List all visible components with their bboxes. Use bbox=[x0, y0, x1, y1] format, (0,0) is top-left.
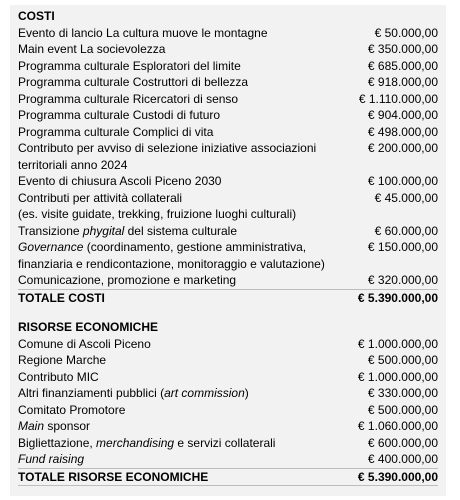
table-row bbox=[18, 58, 438, 75]
item-label-part: (es. visite guidate, trekking, fruizione luoghi culturali) bbox=[18, 207, 297, 221]
item-label bbox=[18, 352, 368, 369]
item-label bbox=[18, 140, 368, 173]
item-label-part: Comitato Promotore bbox=[18, 402, 126, 417]
item-amount: € 50.000,00 bbox=[374, 25, 438, 40]
totale-risorse-label: TOTALE RISORSE ECONOMICHE bbox=[18, 469, 209, 484]
item-label-part: merchandising bbox=[96, 435, 175, 450]
item-label bbox=[18, 25, 375, 42]
item-amount: € 330.000,00 bbox=[367, 386, 438, 400]
table-row bbox=[18, 352, 438, 369]
item-label bbox=[18, 451, 368, 468]
table-row bbox=[18, 418, 438, 435]
item-amount: € 45.000,00 bbox=[374, 190, 438, 205]
item-label-part: Evento di chiusura Ascoli Piceno 2030 bbox=[18, 174, 222, 188]
item-amount: € 60.000,00 bbox=[374, 223, 438, 238]
item-label-part: Contributo per avviso di selezione iniziative associazioni territoriali anno 2024 bbox=[18, 141, 317, 172]
item-label-part: Regione Marche bbox=[18, 353, 107, 367]
item-amount: € 1.110.000,00 bbox=[358, 91, 438, 106]
item-label-part: Evento di lancio La cultura muove le montagne bbox=[18, 25, 268, 40]
item-label-part: Fund raising bbox=[18, 452, 85, 466]
item-amount: € 904.000,00 bbox=[367, 108, 438, 122]
totale-costi-row bbox=[18, 289, 438, 307]
item-label bbox=[18, 418, 358, 435]
item-label-part: Bigliettazione, bbox=[18, 435, 97, 450]
item-amount: € 500.000,00 bbox=[367, 402, 438, 417]
item-label-part: Programma culturale Esploratori del limite bbox=[18, 58, 241, 73]
table-row bbox=[18, 41, 438, 58]
table-row bbox=[18, 140, 438, 173]
table-row bbox=[18, 25, 438, 42]
item-label bbox=[18, 272, 368, 289]
item-label bbox=[18, 107, 368, 124]
table-row bbox=[18, 124, 438, 141]
item-label-part: ) bbox=[244, 386, 249, 400]
item-amount: € 100.000,00 bbox=[367, 174, 438, 188]
table-row bbox=[18, 369, 438, 386]
item-label bbox=[18, 223, 375, 240]
table-row bbox=[18, 190, 438, 223]
item-amount: € 600.000,00 bbox=[367, 435, 438, 450]
item-amount: € 498.000,00 bbox=[367, 124, 438, 139]
budget-table bbox=[10, 5, 446, 496]
item-label-part: finanziaria e rendicontazione, monitoraggio e valutazione) bbox=[18, 256, 325, 271]
item-label-part: phygital bbox=[82, 223, 125, 238]
item-amount: € 918.000,00 bbox=[367, 75, 438, 89]
table-row bbox=[18, 223, 438, 240]
item-label-part: e servizi collaterali bbox=[174, 435, 276, 450]
table-row bbox=[18, 435, 438, 452]
item-label bbox=[18, 124, 368, 141]
table-row bbox=[18, 91, 438, 108]
item-label bbox=[18, 402, 368, 419]
table-row bbox=[18, 107, 438, 124]
item-label-part: art commission bbox=[164, 386, 245, 400]
item-amount: € 685.000,00 bbox=[367, 58, 438, 73]
item-amount: € 400.000,00 bbox=[367, 452, 438, 466]
item-label bbox=[18, 91, 359, 108]
item-label-part: (coordinamento, gestione amministrativa, bbox=[83, 240, 307, 254]
costi-heading: COSTI bbox=[18, 9, 55, 23]
item-label-part: Main bbox=[18, 419, 45, 433]
totale-risorse-row bbox=[18, 468, 438, 487]
table-row bbox=[18, 239, 438, 272]
item-amount: € 1.060.000,00 bbox=[357, 419, 438, 433]
totale-costi-value: € 5.390.000,00 bbox=[357, 290, 438, 305]
item-label-part: Programma culturale Custodi di futuro bbox=[18, 108, 221, 122]
item-label-part: Programma culturale Ricercatori di senso bbox=[18, 91, 239, 106]
item-label-part: Programma culturale Costruttori di bellezza bbox=[18, 75, 249, 89]
item-label-part: Contributo MIC bbox=[18, 369, 99, 384]
item-label bbox=[18, 239, 368, 272]
item-amount: € 320.000,00 bbox=[367, 273, 438, 287]
table-row bbox=[18, 385, 438, 402]
risorse-heading: RISORSE ECONOMICHE bbox=[18, 320, 159, 334]
item-label bbox=[18, 58, 368, 75]
item-label-part: Comune di Ascoli Piceno bbox=[18, 336, 151, 351]
item-label bbox=[18, 336, 358, 353]
item-label-part: Programma culturale Complici di vita bbox=[18, 124, 214, 139]
item-amount: € 150.000,00 bbox=[367, 240, 438, 254]
item-label bbox=[18, 369, 358, 386]
item-label bbox=[18, 41, 368, 58]
item-amount: € 1.000.000,00 bbox=[357, 336, 438, 351]
item-amount: € 200.000,00 bbox=[367, 141, 438, 155]
item-amount: € 500.000,00 bbox=[367, 353, 438, 367]
item-label-part: Governance bbox=[18, 240, 84, 254]
table-row bbox=[18, 272, 438, 289]
item-label-part: del sistema culturale bbox=[124, 223, 238, 238]
item-label-part: Comunicazione, promozione e marketing bbox=[18, 273, 237, 287]
item-label bbox=[18, 435, 368, 452]
item-amount: € 350.000,00 bbox=[367, 42, 438, 56]
item-label bbox=[18, 173, 368, 190]
section-spacer bbox=[18, 306, 438, 319]
table-row bbox=[18, 74, 438, 91]
totale-risorse-value: € 5.390.000,00 bbox=[357, 469, 438, 484]
item-amount: € 1.000.000,00 bbox=[357, 369, 438, 384]
item-label-part: Contributi per attività collaterali bbox=[18, 190, 183, 205]
item-label-part: sponsor bbox=[44, 419, 91, 433]
table-row bbox=[18, 402, 438, 419]
costi-list bbox=[18, 25, 438, 289]
item-label bbox=[18, 190, 375, 223]
totale-costi-label: TOTALE COSTI bbox=[18, 290, 105, 305]
risorse-list bbox=[18, 336, 438, 468]
table-row bbox=[18, 451, 438, 468]
item-label-part: Main event La socievolezza bbox=[18, 42, 166, 56]
item-label bbox=[18, 74, 368, 91]
item-label bbox=[18, 385, 368, 402]
item-label-part: Altri finanziamenti pubblici ( bbox=[18, 386, 165, 400]
table-row bbox=[18, 336, 438, 353]
table-row bbox=[18, 173, 438, 190]
item-label-part: Transizione bbox=[18, 223, 83, 238]
